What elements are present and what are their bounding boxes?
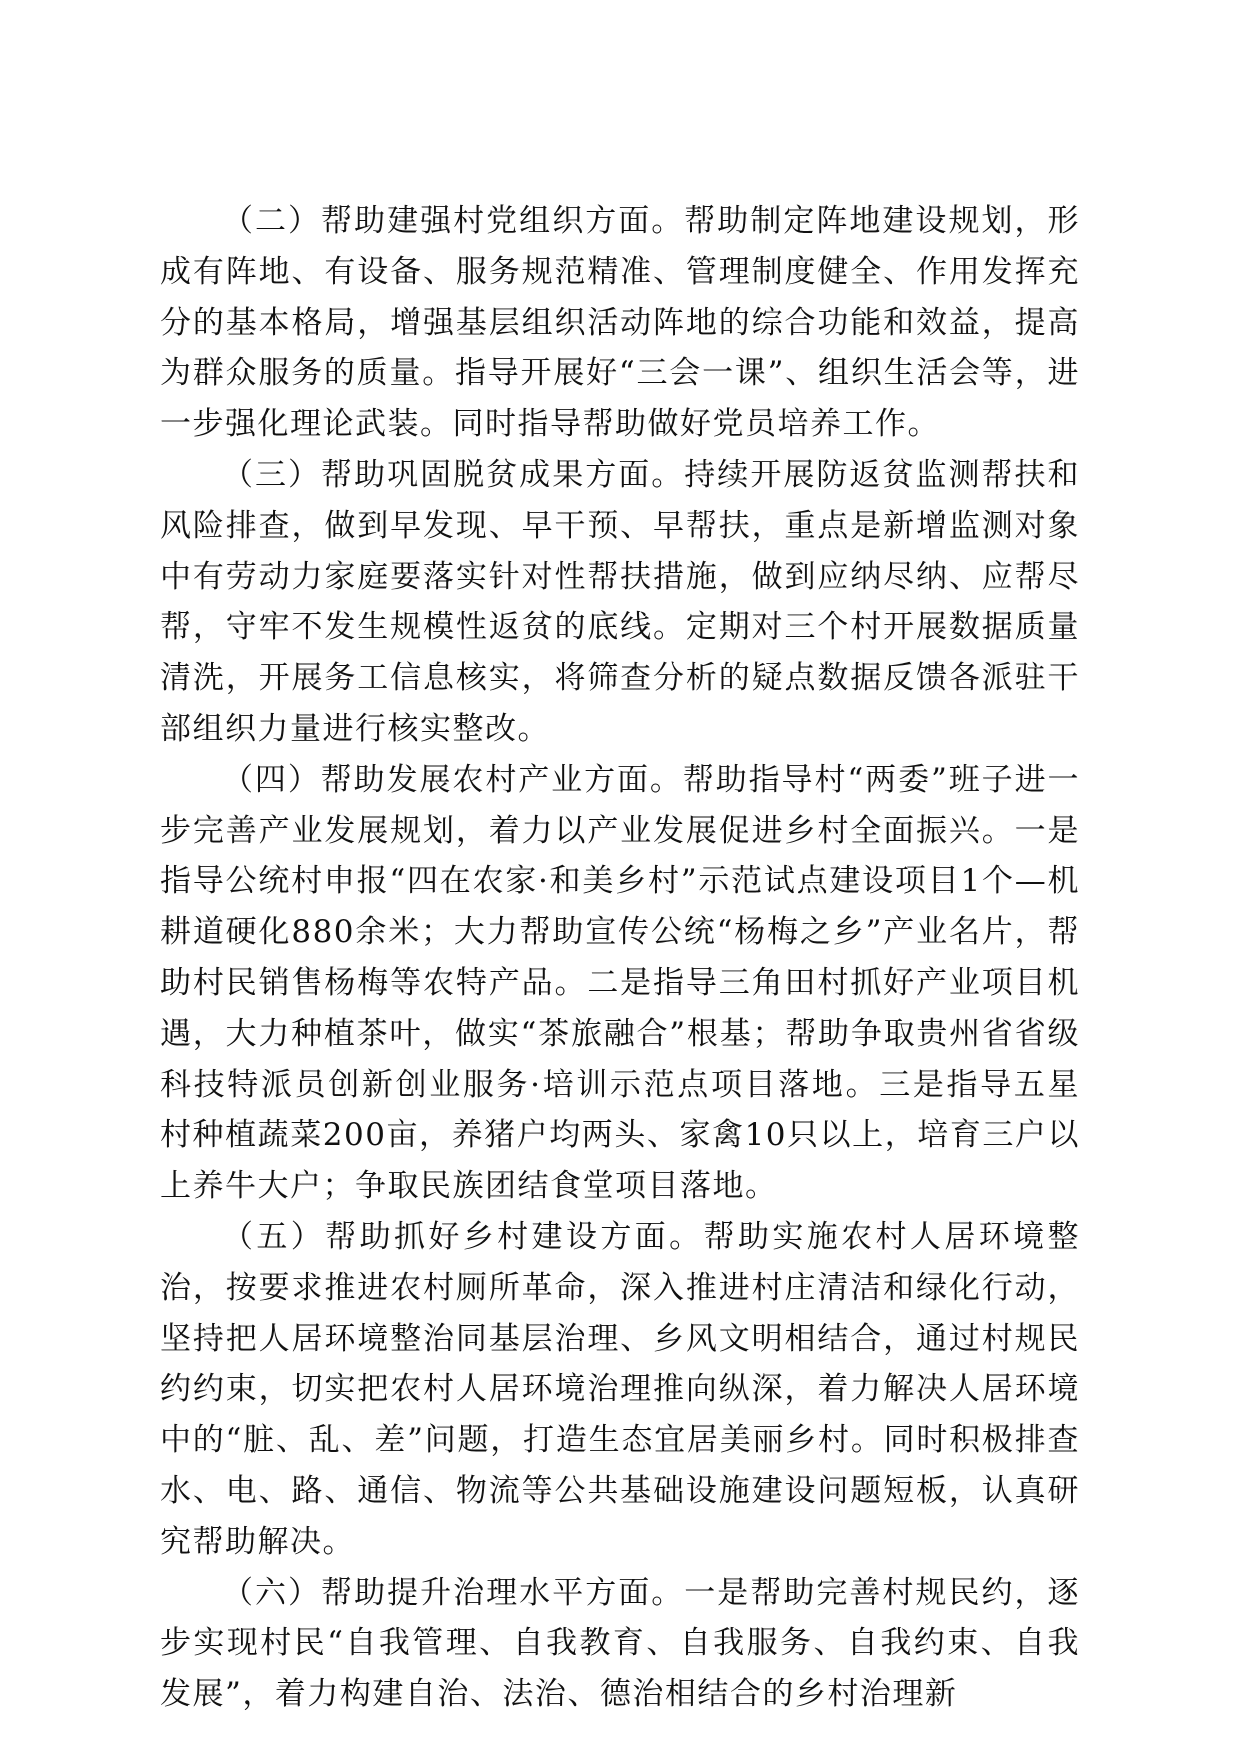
- section-heading: （三）帮助巩固脱贫成果方面。: [222, 456, 685, 493]
- section-body: 帮助实施农村人居环境整治，按要求推进农村厕所革命，深入推进村庄清洁和绿化行动，坚持把人居环境整治同基层治理、乡风文明相结合，通过村规民约约束，切实把农村人居环境治理推向纵深，着力解决人居环境中的“脏、乱、差”问题，打造生态宜居美丽乡村。同时积极排查水、电、路、通信、物流等公共基础设施建设问题短板，认真研究帮助解决。: [160, 1218, 1081, 1560]
- section-heading: （六）帮助提升治理水平方面。: [222, 1574, 685, 1611]
- section-heading: （五）帮助抓好乡村建设方面。: [222, 1218, 704, 1255]
- paragraph-governance: [160, 1568, 1080, 1720]
- section-heading: （二）帮助建强村党组织方面。: [222, 203, 685, 239]
- paragraph-party-organization: [160, 196, 1080, 450]
- paragraph-poverty-alleviation: [160, 450, 1080, 755]
- section-body: 帮助制定阵地建设规划，形成有阵地、有设备、服务规范精准、管理制度健全、作用发挥充分的基本格局，增强基层组织活动阵地的综合功能和效益，提高为群众服务的质量。指导开展好“三会一课”、组织生活会等，进一步强化理论武装。同时指导帮助做好党员培养工作。: [160, 203, 1081, 443]
- paragraph-rural-industry: [160, 755, 1080, 1212]
- section-body: 帮助指导村“两委”班子进一步完善产业发展规划，着力以产业发展促进乡村全面振兴。一是指导公统村申报“四在农家·和美乡村”示范试点建设项目1个—机耕道硬化880余米；大力帮助宣传公统“杨梅之乡”产业名片，帮助村民销售杨梅等农特产品。二是指导三角田村抓好产业项目机遇，大力种植茶叶，做实“茶旅融合”根基；帮助争取贵州省省级科技特派员创新创业服务·培训示范点项目落地。三是指导五星村种植蔬菜200亩，养猪户均两头、家禽10只以上，培育三户以上养牛大户；争取民族团结食堂项目落地。: [160, 761, 1080, 1205]
- section-body: 一是帮助完善村规民约，逐步实现村民“自我管理、自我教育、自我服务、自我约束、自我发展”，着力构建自治、法治、德治相结合的乡村治理新: [160, 1574, 1081, 1713]
- section-body: 持续开展防返贫监测帮扶和风险排查，做到早发现、早干预、早帮扶，重点是新增监测对象中有劳动力家庭要落实针对性帮扶措施，做到应纳尽纳、应帮尽帮，守牢不发生规模性返贫的底线。定期对三个村开展数据质量清洗，开展务工信息核实，将筛查分析的疑点数据反馈各派驻干部组织力量进行核实整改。: [160, 456, 1081, 747]
- section-heading: （四）帮助发展农村产业方面。: [222, 761, 683, 798]
- paragraph-rural-construction: [160, 1212, 1080, 1568]
